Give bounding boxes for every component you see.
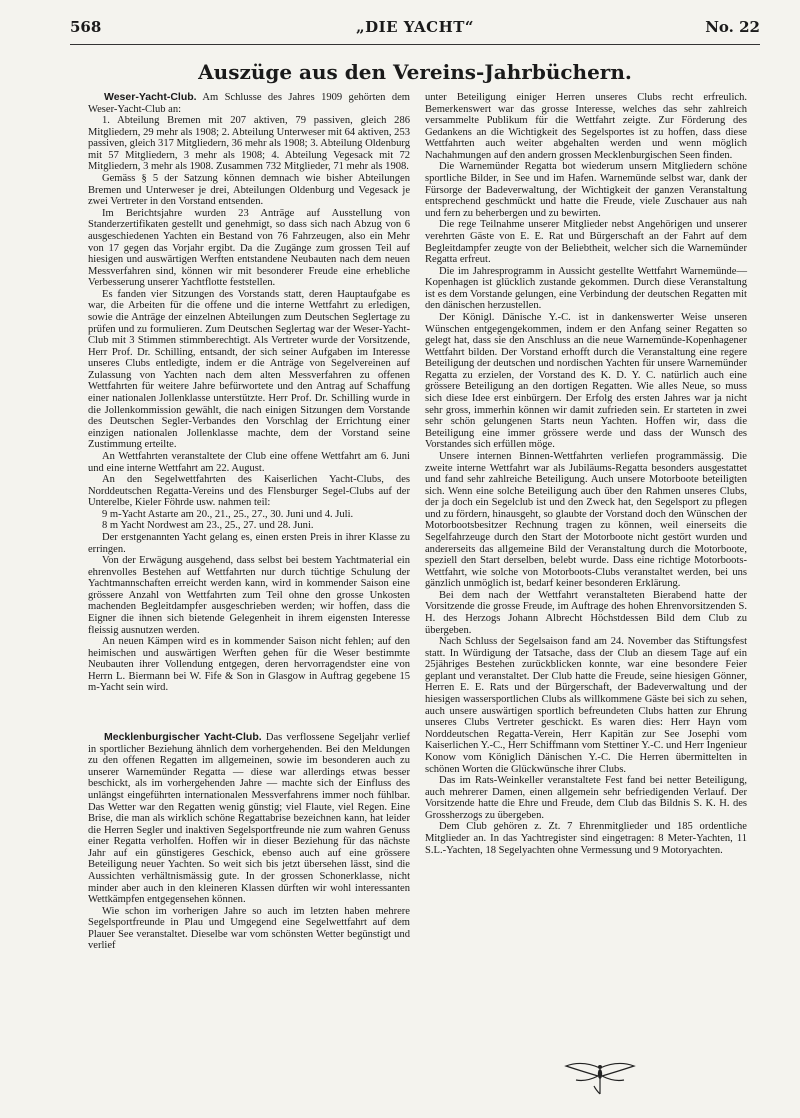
paragraph: An Wettfahrten veranstaltete der Club eine offene Wettfahrt am 6. Juni und eine interne Wettfahrt am 22. August. xyxy=(88,450,410,474)
paragraph: Bei dem nach der Wettfahrt veranstalteten Bierabend hatte der Vorsitzende die grosse Freude, im Auftrage des hohen Ehrenvorsitzenden S. H. des Herzogs Johann Albrecht Höchstdessen Bild dem Club zu übergeben. xyxy=(425,589,747,636)
paragraph: Dem Club gehören z. Zt. 7 Ehrenmitglieder und 185 ordentliche Mitglieder an. In das Yachtregister sind eingetragen: 8 Meter-Yachten, 11 S.L.-Yachten, 18 Segelyachten ohne Vermessung und 9 Motoryachten. xyxy=(425,821,747,856)
paragraph: Es fanden vier Sitzungen des Vorstands statt, deren Hauptaufgabe es war, die Arbeiten für die offene und die interne Wettfahrt zu erledigen, sowie die Anträge der einzelnen Abteilungen zum Deutschen Seglertage zu prüfen und zu formulieren. Zum Deutschen Seglertag war der Weser-Yacht-Club mit 3 Stimmen stimmberechtigt. Als Vertreter wurde der Vorsitzende, Herr Prof. Dr. Schilling, entsandt, der sich seiner Aufgaben im Interesse unseres Clubs entledigte, indem er die Anträge von Segelvereinen auf Zulassung von Yachten nach dem alten Messverfahren zu offenen Wettfahrten für weitere Jahre befürwortete und den Antrag auf Schaffung einer nationalen Jollenklasse unterstützte. Herr Prof. Dr. Schilling wurde in die Jollenkommission gewählt, die nach einigen Sitzungen dem Vorstande des Deutschen Segler-Verbandes den Vorschlag der Errichtung einer einzigen nationalen Jollenklasse machte, dem der Vorstand seine Zustimmung erteilte. xyxy=(88,288,410,451)
paragraph: Weser-Yacht-Club. Am Schlusse des Jahres 1909 gehörten dem Weser-Yacht-Club an: xyxy=(88,91,410,115)
paragraph: 8 m Yacht Nordwest am 23., 25., 27. und 28. Juni. xyxy=(102,520,314,532)
paragraph: 9 m-Yacht Astarte am 20., 21., 25., 27., 30. Juni und 4. Juli. xyxy=(102,508,354,520)
header-rule xyxy=(70,44,760,45)
club-heading: Mecklenburgischer Yacht-Club. xyxy=(104,731,262,744)
paragraph: Der Königl. Dänische Y.-C. ist in dankenswerter Weise unseren Wünschen entgegengekommen, indem er den Anfang seiner Regatten so gelegt hat, dass sie den Anschluss an die neue Warnemünde-Kopenhagener Wettfahrt bilden. Der Vorstand erhofft durch die Veranstaltung eine regere Beteiligung der deutschen und nordischen Yachten für unsere Warnemünder Regatta zu erzielen, der Vorstand des K. D. Y. C. natürlich auch eine grössere Beteiligung an den dortigen Regatten. Wie alles Neue, so muss sich diese Idee erst einbürgern. Der Erfolg des ersten Jahres war ja nicht sehr gross, immerhin können wir damit zufrieden sein. Er starteten in zwei sehr schön gelungenen Starts neun Yachten. Hoffen wir, dass die Beteiligung eine immer grössere werde und dass der Wunsch des Vorstandes sich erfüllen möge. xyxy=(425,311,747,451)
paragraph: An neuen Kämpen wird es in kommender Saison nicht fehlen; auf den heimischen und auswärtigen Werften gehen für die Weser bestimmte Neubauten ihrer Vollendung entgegen, deren hervorragendster eine von Herrn L. Biermann bei W. Fife & Son in Glasgow in Auftrag gegebene 15 m-Yacht sein wird. xyxy=(88,636,410,694)
paragraph: unter Beteiligung einiger Herren unseres Clubs recht erfreulich. Bemerkenswert war das grosse Interesse, welches das sehr zahlreich versammelte Publikum für die Wettfahrt zeigte. Zur Förderung des Gedankens an die Wichtigkeit des Segelsportes ist zu hoffen, dass diese Wettfahrten auch weiter abgehalten werden und wenn möglich Nachahmungen auf den andern grossen Mecklenburgischen Seen finden. xyxy=(425,92,747,161)
issue-number: No. 22 xyxy=(705,18,760,36)
left-column xyxy=(88,92,410,952)
paragraph: Mecklenburgischer Yacht-Club. Das verflossene Segeljahr verlief in sportlicher Beziehung ähnlich dem vorhergehenden. Bei den Meldungen zu den offenen Regatten im allgemeinen, sowie im besonderen auch zu unserer Warnemünder Regatta — diese war allerdings etwas besser beschickt, als im vorhergehenden Jahre — machte sich der Einfluss des unlängst eingeführten internationalen Messverfahrens immer noch fühlbar. Das Wetter war den Regatten wenig günstig; viel Flaute, viel Regen. Eine Brise, die man als wirklich schöne Regattabrise bezeichnen kann, hat leider die Herren Segler und inaktiven Segelsportfreunde nie zum wahren Genuss einer Regatta verholfen. Hoffen wir in dieser Beziehung für das nächste Jahr auf ein günstigeres Geschick, ebenso auch auf eine grössere Beteiligung neuer Yachten. So weit sich bis jetzt übersehen lässt, sind die Aussichten verhältnismässig gute. In der grossen Schonerklasse, nicht minder aber auch in den kleineren Klassen dürften wir wohl interessanten Wettkämpfen entgegensehen können. xyxy=(88,731,410,906)
paragraph: Das im Rats-Weinkeller veranstaltete Fest fand bei netter Beteiligung, auch mehrerer Damen, einen allgemein sehr befriedigenden Verlauf. Der Vorsitzende hatte die Ehre und Freude, dem Club das Bildnis S. K. H. des Grossherzogs zu übergeben. xyxy=(425,775,747,821)
page-header xyxy=(70,18,760,40)
ornament-icon xyxy=(560,1060,640,1098)
right-column xyxy=(425,92,747,856)
paragraph: Wie schon im vorherigen Jahre so auch im letzten haben mehrere Segelsportfreunde in Plau und Umgegend eine Segelwettfahrt auf dem Plauer See veranstaltet. Dieselbe war vom schönsten Wetter begünstigt und verlief xyxy=(88,905,410,952)
article-title: Auszüge aus den Vereins-Jahrbüchern. xyxy=(198,60,632,84)
club-heading: Weser-Yacht-Club. xyxy=(104,91,197,103)
section-gap xyxy=(88,694,410,732)
paragraph: Gemäss § 5 der Satzung können demnach wie bisher Abteilungen Bremen und Unterweser je drei, Abteilungen Oldenburg und Vegesack je zwei Vertreter in den Vorstand entsenden. xyxy=(88,173,410,208)
paragraph: Die im Jahresprogramm in Aussicht gestellte Wettfahrt Warnemünde—Kopenhagen ist glücklich zustande gekommen. Durch diese Veranstaltung ist es dem Vorstande gelungen, eine Verbindung der deutschen Regatten mit den dänischen herzustellen. xyxy=(425,265,747,312)
paragraph: 1. Abteilung Bremen mit 207 aktiven, 79 passiven, gleich 286 Mitgliedern, 29 mehr als 1908; 2. Abteilung Unterweser mit 64 aktiven, 253 passiven, gleich 317 Mitgliedern, 36 mehr als 1908; 3. Abteilung Oldenburg mit 57 Mitgliedern, 3 mehr als 1908; 4. Abteilung Vegesack mit 72 Mitgliedern, 3 mehr als 1908. Zusammen 732 Mitglieder, 71 mehr als 1908. xyxy=(88,115,410,173)
publication-title: „DIE YACHT“ xyxy=(355,18,475,36)
page-number: 568 xyxy=(70,18,102,36)
paragraph: Die rege Teilnahme unserer Mitglieder nebst Angehörigen und unserer verehrten Gäste von E. E. Rat und Bürgerschaft an der Fahrt auf dem Begleitdampfer zeugte von der Beliebtheit, welcher sich die Warnemünder Regatta erfreut. xyxy=(425,219,747,266)
paragraph: Die Warnemünder Regatta bot wiederum unsern Mitgliedern schöne sportliche Bilder, in See und im Hafen. Warnemünde selbst war, dank der Fürsorge der Badeverwaltung, der Wichtigkeit der ganzen Veranstaltung entsprechend geschmückt und hatte die Freude, viele Zuschauer aus nah und fern zu beherbergen und zu bewirten. xyxy=(425,161,747,219)
paragraph: An den Segelwettfahrten des Kaiserlichen Yacht-Clubs, des Norddeutschen Regatta-Vereins und des Flensburger Segel-Clubs auf der Unterelbe, Kieler Föhrde usw. nahmen teil: xyxy=(88,474,410,509)
paragraph: Der erstgenannten Yacht gelang es, einen ersten Preis in ihrer Klasse zu erringen. xyxy=(88,531,410,555)
paragraph: Im Berichtsjahre wurden 23 Anträge auf Ausstellung von Standerzertifikaten gestellt und genehmigt, so dass sich nach Abzug von 6 ausgeschiedenen Yachten ein Bestand von 76 Fahrzeugen, also ein Mehr von 17 gegen das Vorjahr ergibt. Da die Zugänge zum grossen Teil auf hiesigen und auswärtigen Werften entstandene Neubauten nach dem neuen Messverfahren sind, können wir mit besonderer Freude eine erhebliche Verbesserung unserer Yachtflotte feststellen. xyxy=(88,207,410,289)
paragraph: Von der Erwägung ausgehend, dass selbst bei bestem Yachtmaterial ein ehrenvolles Bestehen auf Wettfahrten nur durch tüchtige Schulung der Yachtmannschaften erreicht werden kann, wird in kommender Saison eine grössere Anzahl von Wettfahrten zum Teil ohne den grosse Unkosten machenden Begleitdampfer ausgeschrieben werden; wir hoffen, dass die Eigner die ihnen sich bietende Gelegenheit in ihrem eigensten Interesse fleissig ausnutzen werden. xyxy=(88,555,410,636)
paragraph: Unsere internen Binnen-Wettfahrten verliefen programmässig. Die zweite interne Wettfahrt war als Jubiläums-Regatta besonders ausgestattet und fand sehr zahlreiche Beteiligung. Auch unsere Motorboote beteiligten sich. Wenn eine solche Beteiligung auch über den Rahmen unseres Clubs, der ja doch ein Segelclub ist und den Zweck hat, den Segelsport zu pflegen und zu fördern, hinausgeht, so glaubte der Vorstand doch den Wünschen der Motorbootsbesitzer Rechnung tragen zu können, weil einerseits die Segelfahrzeuge durch den Start der Motorboote nicht gestört wurden und andererseits das allgemeine Bild der Veranstaltung durch die Motorboote, speziell den Start derselben, belebt wurde. Dass eine richtige Motorboots-Wettfahrt, wie solche von Motorboots-Clubs veranstaltet werden, bei uns gänzlich unmöglich ist, bedarf keiner besonderen Erklärung. xyxy=(425,450,747,590)
paragraph: Nach Schluss der Segelsaison fand am 24. November das Stiftungsfest statt. In Würdigung der Tatsache, dass der Club an diesem Tage auf ein 25jähriges Bestehen zurückblicken konnte, war eine besondere Feier geplant und veranstaltet. Der Club hatte die Freude, seine hiesigen Gönner, Herren E. E. Rats und der Bürgerschaft, der Badeverwaltung und der hiesigen wassersportlichen Clubs als willkommene Gäste bei sich zu sehen, auch unsere auswärtigen sportlich befreundeten Clubs hatten zur Ehrung unseres Clubs Vertreter geschickt. Es waren dies: Herr Hayn vom Norddeutschen Regatta-Verein, Herr Kapitän zur See Josephi vom Kaiserlichen Y.-C., Herr Schiffmann vom Stettiner Y.-C. und Herr Ingenieur Konow vom Königlich Dänischen Y.-C. Die Herren übermittelten in schönen Worten die Glückwünsche ihrer Clubs. xyxy=(425,636,747,775)
